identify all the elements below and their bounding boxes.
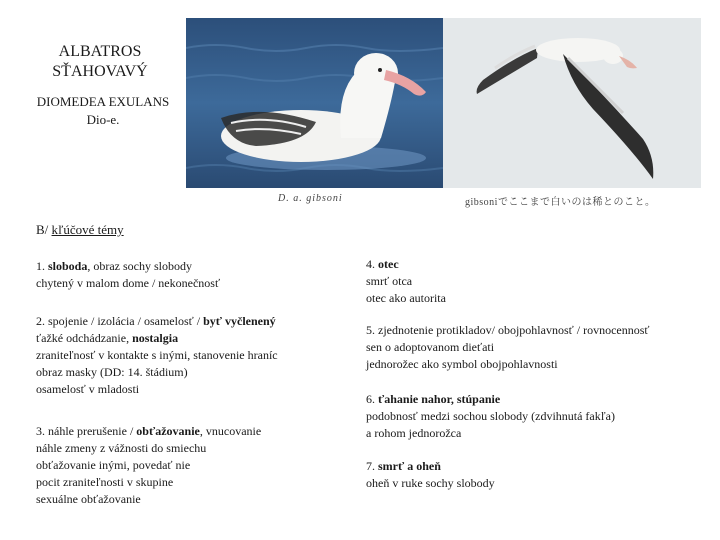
topic-2-keyword-2: nostalgia: [132, 331, 179, 345]
topic-4-line: smrť otca: [366, 274, 413, 288]
topic-6-line: a rohom jednorožca: [366, 426, 462, 440]
topic-3-line: obťažovanie inými, povedať nie: [36, 458, 191, 472]
topic-7-line: oheň v ruke sochy slobody: [366, 476, 495, 490]
topic-5: [366, 322, 650, 373]
left-photo-caption: D. a. gibsoni: [278, 193, 343, 204]
albatross-flying-photo: [443, 18, 701, 188]
topic-3-line: pocit zraniteľnosti v skupine: [36, 475, 174, 489]
topic-2-line: obraz masky (DD: 14. štádium): [36, 365, 188, 379]
topic-2-keyword: byť vyčlenený: [203, 314, 276, 328]
topic-1-number: 1.: [36, 259, 48, 273]
latin-name-block: [28, 93, 178, 129]
topic-6-line: podobnosť medzi sochou slobody (zdvihnutá fakľa): [366, 409, 615, 423]
topic-6-keyword: ťahanie nahor, stúpanie: [378, 392, 501, 406]
topic-6: [366, 391, 615, 442]
topic-3-suffix: , vnucovanie: [199, 424, 262, 438]
topic-4: [366, 256, 446, 307]
page-title: [30, 42, 170, 82]
topic-5-line: jednorožec ako symbol obojpohlavnosti: [366, 357, 558, 371]
topic-4-keyword: otec: [378, 257, 399, 271]
topic-2-prefix: 2. spojenie / izolácia / osamelosť /: [36, 314, 204, 328]
albatross-swimming-photo: [186, 18, 443, 188]
topic-4-line: otec ako autorita: [366, 291, 446, 305]
topic-3: [36, 423, 261, 508]
topic-1-rest: , obraz sochy slobody: [87, 259, 193, 273]
topic-7: [366, 458, 495, 492]
title-line-2: SŤAHOVAVÝ: [52, 63, 148, 80]
topic-6-number: 6.: [366, 392, 378, 406]
topic-2-line: osamelosť v mladosti: [36, 382, 140, 396]
topic-7-number: 7.: [366, 459, 378, 473]
title-line-1: ALBATROS: [58, 43, 142, 60]
topic-3-line: sexuálne obťažovanie: [36, 492, 141, 506]
topic-1-line: chytený v malom dome / nekonečnosť: [36, 276, 221, 290]
topic-2-line-pre: ťažké odchádzanie,: [36, 331, 133, 345]
topic-5-heading: 5. zjednotenie protikladov/ obojpohlavnosť / rovnocennosť: [366, 323, 650, 337]
topic-3-line: náhle zmeny z vážnosti do smiechu: [36, 441, 207, 455]
section-title: kľúčové témy: [51, 222, 124, 237]
latin-name: DIOMEDEA EXULANS: [36, 94, 170, 109]
topic-1: [36, 258, 220, 292]
section-heading: [36, 222, 124, 238]
topic-3-prefix: 3. náhle prerušenie /: [36, 424, 137, 438]
topic-2-line: zraniteľnosť v kontakte s inými, stanovenie hraníc: [36, 348, 278, 362]
topic-1-keyword: sloboda: [48, 259, 88, 273]
right-photo-caption: gibsoniでここまで白いのは稀とのこと。: [465, 197, 656, 208]
section-prefix: B/: [36, 222, 52, 237]
topic-4-number: 4.: [366, 257, 378, 271]
topic-5-line: sen o adoptovanom dieťati: [366, 340, 495, 354]
latin-abbrev: Dio-e.: [86, 112, 120, 127]
topic-2: [36, 313, 278, 398]
topic-7-keyword: smrť a oheň: [378, 459, 441, 473]
topic-3-keyword: obťažovanie: [136, 424, 200, 438]
